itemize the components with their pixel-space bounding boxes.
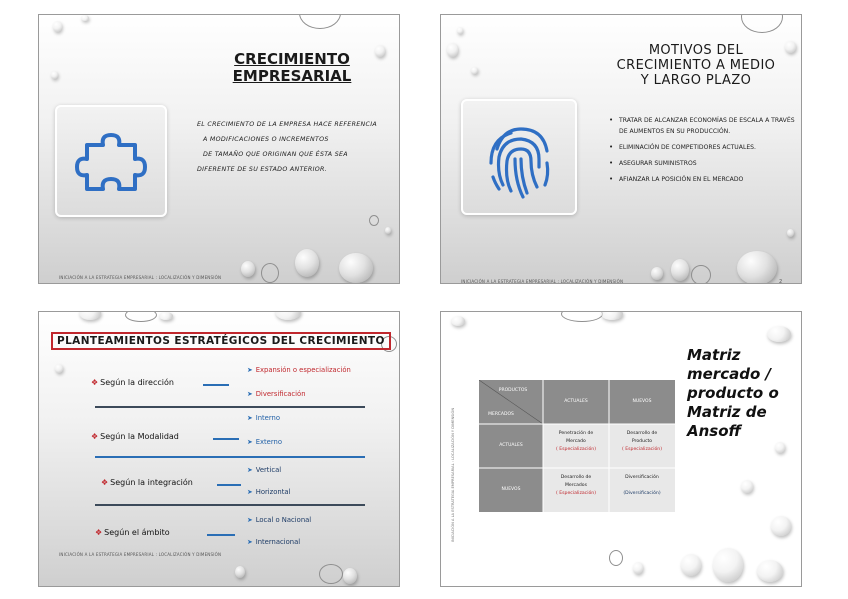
arrow-right-icon: ➤ <box>247 366 253 374</box>
matrix-cell <box>609 430 675 454</box>
water-drop <box>241 261 255 277</box>
category-label: Según la dirección <box>100 378 174 387</box>
bullet-list <box>609 115 799 190</box>
strategy-option <box>247 466 281 474</box>
connector-line <box>203 384 229 386</box>
arrow-right-icon: ➤ <box>247 414 253 422</box>
matrix-column-header: NUEVOS <box>632 399 652 404</box>
water-drop <box>651 267 663 280</box>
body-line: A MODIFICACIONES O INCREMENTOS <box>203 136 329 143</box>
category-label: Según la integración <box>110 478 193 487</box>
cell-text: Mercado <box>566 439 586 444</box>
matrix-row-header: NUEVOS <box>501 487 521 492</box>
water-ring <box>299 14 341 29</box>
water-drop <box>235 566 245 578</box>
group-separator <box>95 504 365 506</box>
cell-text: ( Especialización) <box>555 491 596 496</box>
slide-footer: INICIACIÓN A LA ESTRATEGIA EMPRESARIAL : LOCALIZACIÓN Y DIMENSIÓN <box>461 279 624 284</box>
option-label: Local o Nacional <box>255 516 312 524</box>
slide-footer: INICIACIÓN A LA ESTRATEGIA EMPRESARIAL : LOCALIZACIÓN Y DIMENSIÓN <box>59 552 222 557</box>
water-ring <box>691 265 711 284</box>
water-drop <box>81 15 89 21</box>
slide-motivos-crecimiento[interactable] <box>440 14 802 284</box>
connector-line <box>213 438 239 440</box>
option-label: Internacional <box>255 538 301 546</box>
water-drop <box>159 312 173 320</box>
group-separator <box>95 406 365 408</box>
water-drop <box>55 364 63 373</box>
title-line: Ansoff <box>687 422 742 440</box>
strategy-option <box>247 438 282 446</box>
body-line: DIFERENTE DE SU ESTADO ANTERIOR. <box>197 166 327 173</box>
cell-text: Desarrollo de <box>626 431 658 436</box>
option-label: Vertical <box>255 466 282 474</box>
side-footer: INICIACIÓN A LA ESTRATEGIA EMPRESARIAL : LOCALIZACIÓN Y DIMENSIÓN <box>451 407 455 542</box>
title-line: MOTIVOS DEL <box>648 43 744 58</box>
cell-text: Mercados <box>564 483 588 488</box>
arrow-right-icon: ➤ <box>247 488 253 496</box>
water-drop <box>757 560 783 582</box>
strategy-category <box>91 378 174 387</box>
icon-frame <box>55 105 167 217</box>
option-label: Interno <box>255 414 281 422</box>
title-line: producto o <box>687 384 779 402</box>
water-drop <box>775 442 785 453</box>
slide-title <box>687 346 797 441</box>
water-drop <box>771 516 791 536</box>
group-separator <box>95 456 365 458</box>
water-drop <box>339 253 373 283</box>
option-label: Horizontal <box>255 488 291 496</box>
connector-line <box>217 484 241 486</box>
water-drop <box>471 67 478 74</box>
matrix-corner-label: PRODUCTOS <box>498 388 528 393</box>
slide-footer: INICIACIÓN A LA ESTRATEGIA EMPRESARIAL : LOCALIZACIÓN Y DIMENSIÓN <box>59 275 222 280</box>
strategy-option <box>247 488 290 496</box>
slide-title <box>601 43 791 88</box>
strategy-category <box>91 432 179 441</box>
option-label: Externo <box>255 438 283 446</box>
water-drop <box>737 251 777 284</box>
water-drop <box>275 311 301 320</box>
water-ring <box>369 215 379 226</box>
matrix-row-header: ACTUALES <box>499 443 523 448</box>
icon-frame <box>461 99 577 215</box>
cell-text: Diversificación <box>625 475 659 480</box>
water-ring <box>261 263 279 283</box>
cell-text: Producto <box>631 439 653 444</box>
option-label: Expansión o especialización <box>255 366 351 374</box>
category-label: Según la Modalidad <box>100 432 179 441</box>
water-drop <box>451 316 465 326</box>
title-line: mercado / <box>687 365 771 383</box>
water-drop <box>295 249 319 277</box>
water-drop <box>741 480 753 493</box>
option-label: Diversificación <box>255 390 306 398</box>
arrow-right-icon: ➤ <box>247 390 253 398</box>
water-drop <box>681 554 701 576</box>
diamond-bullet-icon: ❖ <box>101 478 109 487</box>
body-line: EL CRECIMIENTO DE LA EMPRESA HACE REFERENCIA <box>197 121 377 128</box>
cell-text: Penetración de <box>558 431 594 436</box>
strategy-option <box>247 414 280 422</box>
title-line: Y LARGO PLAZO <box>640 73 752 88</box>
category-label: Según el ámbito <box>104 528 170 537</box>
water-ring <box>319 564 343 584</box>
strategy-category <box>95 528 170 537</box>
title-line: CRECIMIENTO A MEDIO <box>616 58 776 73</box>
connector-line <box>207 534 235 536</box>
arrow-right-icon: ➤ <box>247 538 253 546</box>
water-drop <box>457 27 463 34</box>
water-drop <box>767 326 791 342</box>
cell-text: ( Especialización) <box>621 447 662 452</box>
water-drop <box>375 45 385 57</box>
water-drop <box>385 227 391 234</box>
title-line: Matriz <box>687 346 741 364</box>
puzzle-piece-icon <box>57 107 165 215</box>
cell-text: Desarrollo de <box>560 475 592 480</box>
strategy-option <box>247 366 351 374</box>
slide-title <box>227 51 357 85</box>
slide-matriz-ansoff[interactable] <box>440 311 802 587</box>
water-ring <box>741 14 783 33</box>
cell-text: ( Especialización) <box>555 447 596 452</box>
body-line: DE TAMAÑO QUE ORIGINAN QUE ÉSTA SEA <box>203 151 348 158</box>
water-drop <box>447 43 458 57</box>
title-line: EMPRESARIAL <box>232 67 352 85</box>
water-ring <box>125 311 157 322</box>
strategy-option <box>247 538 300 546</box>
strategy-category <box>101 478 193 487</box>
slide-planteamientos-estrategicos[interactable] <box>38 311 400 587</box>
water-drop <box>53 21 62 32</box>
title-line: CRECIMIENTO <box>234 50 350 68</box>
water-drop <box>343 568 357 584</box>
water-ring <box>609 550 623 566</box>
matrix-column-header: ACTUALES <box>564 399 588 404</box>
diamond-bullet-icon: ❖ <box>91 432 99 441</box>
water-drop <box>671 259 689 281</box>
matrix-cell <box>543 474 609 498</box>
page-number: 2 <box>779 279 783 284</box>
water-drop <box>787 229 794 237</box>
diamond-bullet-icon: ❖ <box>91 378 99 387</box>
water-ring <box>561 311 603 322</box>
water-drop <box>601 311 623 320</box>
matrix-corner-label: MERCADOS <box>488 412 514 417</box>
slide-crecimiento-empresarial[interactable] <box>38 14 400 284</box>
arrow-right-icon: ➤ <box>247 438 253 446</box>
matrix-cell <box>543 430 609 454</box>
slide-title: PLANTEAMIENTOS ESTRATÉGICOS DEL CRECIMIENTO <box>51 332 391 350</box>
strategy-option <box>247 390 306 398</box>
water-drop <box>713 548 743 582</box>
bullet-item: • ELIMINACIÓN DE COMPETIDORES ACTUALES. <box>609 142 799 153</box>
water-drop <box>633 562 643 574</box>
bullet-item: • AFIANZAR LA POSICIÓN EN EL MERCADO <box>609 174 799 185</box>
cell-text: (Diversificación) <box>623 491 661 496</box>
slide-body <box>197 117 397 177</box>
ansoff-matrix <box>479 380 675 512</box>
water-drop <box>51 71 58 79</box>
bullet-item: • TRATAR DE ALCANZAR ECONOMÍAS DE ESCALA A TRAVÉS DE AUMENTOS EN SU PRODUCCIÓN. <box>609 115 799 137</box>
strategy-option <box>247 516 311 524</box>
water-drop <box>79 311 101 320</box>
fingerprint-icon <box>463 101 575 213</box>
diamond-bullet-icon: ❖ <box>95 528 103 537</box>
bullet-item: • ASEGURAR SUMINISTROS <box>609 158 799 169</box>
title-line: Matriz de <box>687 403 767 421</box>
arrow-right-icon: ➤ <box>247 516 253 524</box>
arrow-right-icon: ➤ <box>247 466 253 474</box>
matrix-cell <box>609 474 675 498</box>
